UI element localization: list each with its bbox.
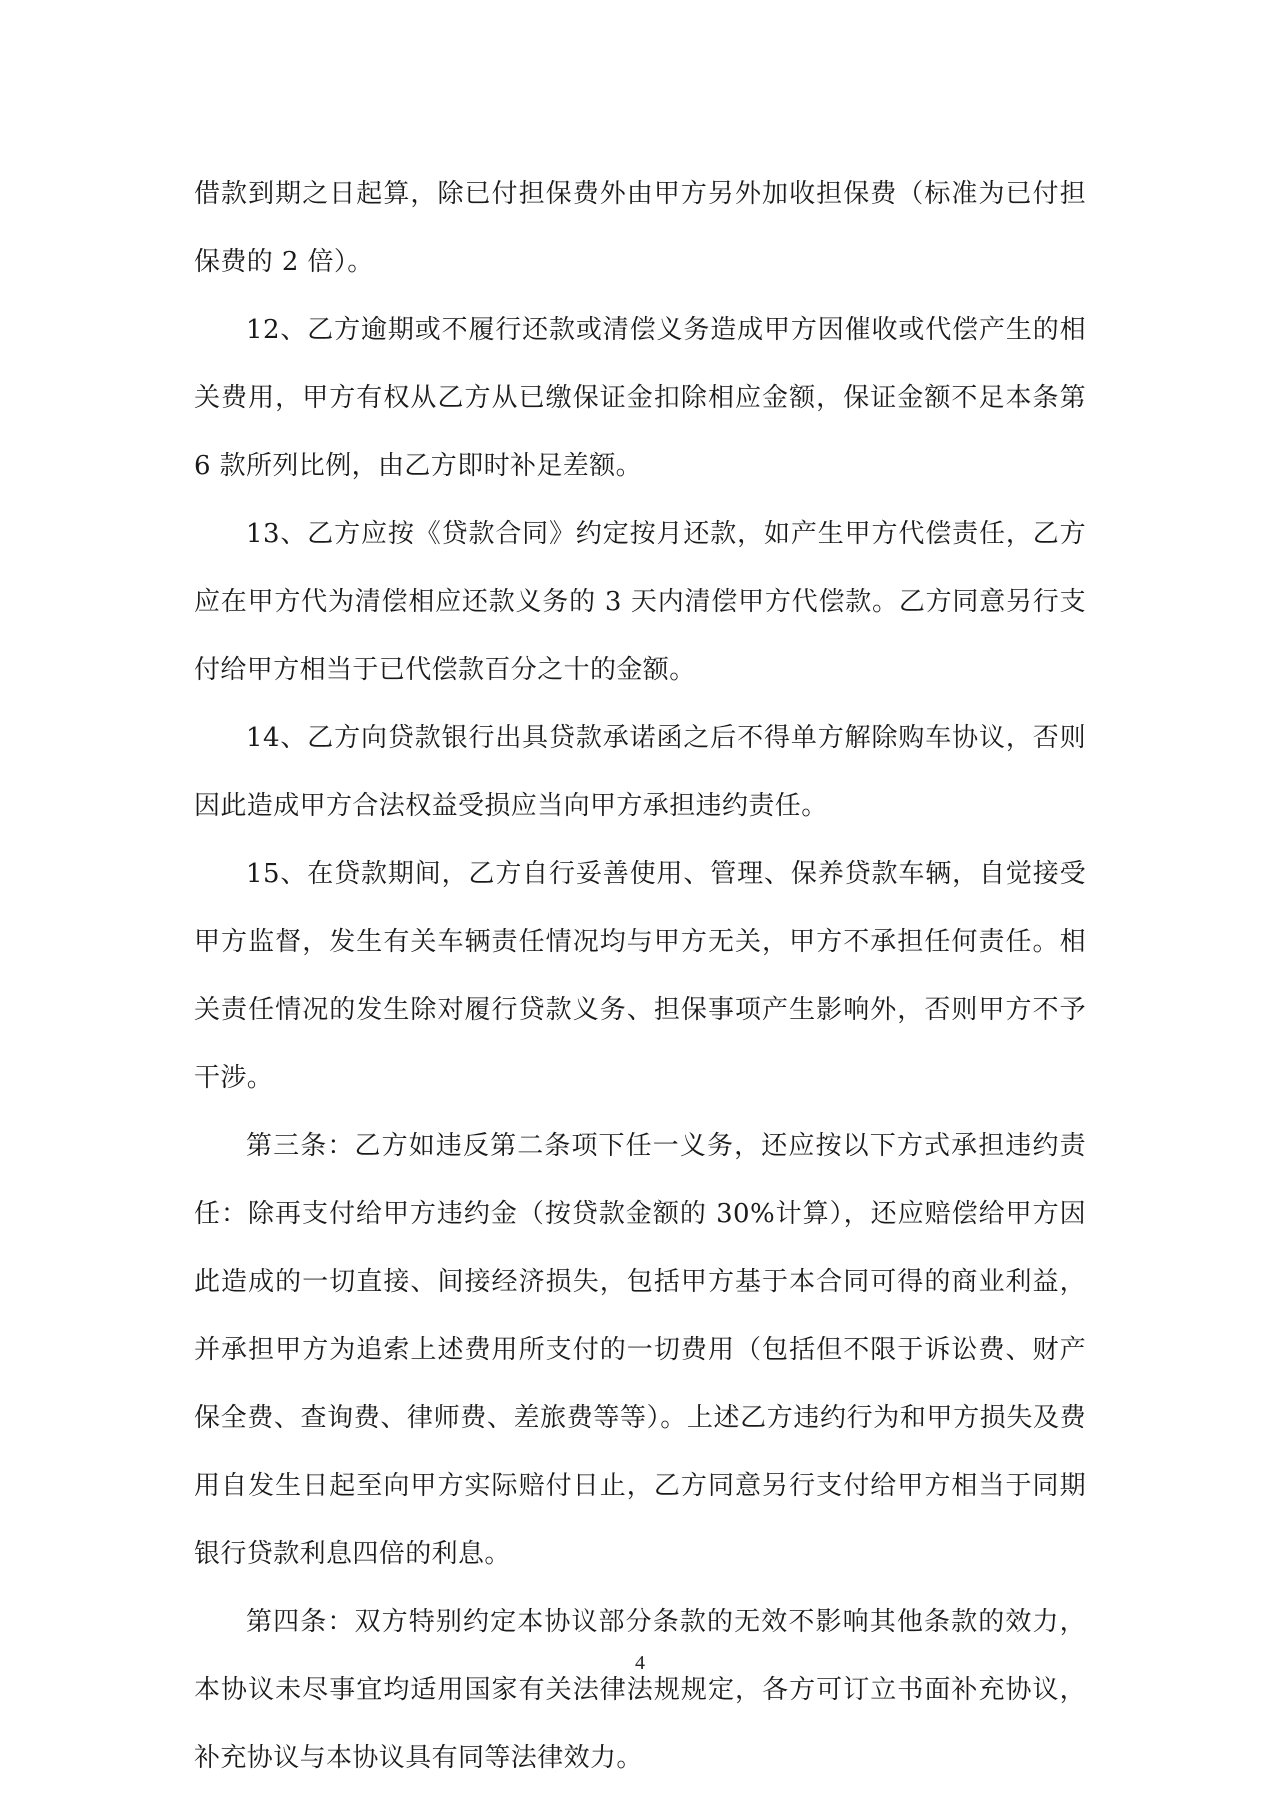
paragraph-clause-13: 13、乙方应按《贷款合同》约定按月还款，如产生甲方代偿责任，乙方应在甲方代为清偿相应还款义务的 3 天内清偿甲方代偿款。乙方同意另行支付给甲方相当于已代偿款百分之十的金额。 [194, 519, 1086, 685]
document-body [194, 160, 1086, 1792]
paragraph-clause-15: 15、在贷款期间，乙方自行妥善使用、管理、保养贷款车辆，自觉接受甲方监督，发生有关车辆责任情况均与甲方无关，甲方不承担任何责任。相关责任情况的发生除对履行贷款义务、担保事项产生影响外，否则甲方不予干涉。 [194, 859, 1086, 1093]
paragraph-continuation: 借款到期之日起算，除已付担保费外由甲方另外加收担保费（标准为已付担保费的 2 倍）。 [194, 179, 1086, 277]
paragraph-article-4: 第四条：双方特别约定本协议部分条款的无效不影响其他条款的效力，本协议未尽事宜均适用国家有关法律法规规定，各方可订立书面补充协议，补充协议与本协议具有同等法律效力。 [194, 1607, 1086, 1773]
paragraph-clause-12: 12、乙方逾期或不履行还款或清偿义务造成甲方因催收或代偿产生的相关费用，甲方有权从乙方从已缴保证金扣除相应金额，保证金额不足本条第 6 款所列比例，由乙方即时补足差额。 [194, 315, 1086, 481]
paragraph-clause-14: 14、乙方向贷款银行出具贷款承诺函之后不得单方解除购车协议，否则因此造成甲方合法权益受损应当向甲方承担违约责任。 [194, 723, 1086, 821]
paragraph-article-3: 第三条：乙方如违反第二条项下任一义务，还应按以下方式承担违约责任：除再支付给甲方违约金（按贷款金额的 30%计算），还应赔偿给甲方因此造成的一切直接、间接经济损失，包括甲方基于本合同可得的商业利益，并承担甲方为追索上述费用所支付的一切费用（包括但不限于诉讼费、财产保全费、查询费、律师费、差旅费等等）。上述乙方违约行为和甲方损失及费用自发生日起至向甲方实际赔付日止，乙方同意另行支付给甲方相当于同期银行贷款利息四倍的利息。 [194, 1131, 1086, 1569]
page-number: 4 [635, 1652, 645, 1674]
